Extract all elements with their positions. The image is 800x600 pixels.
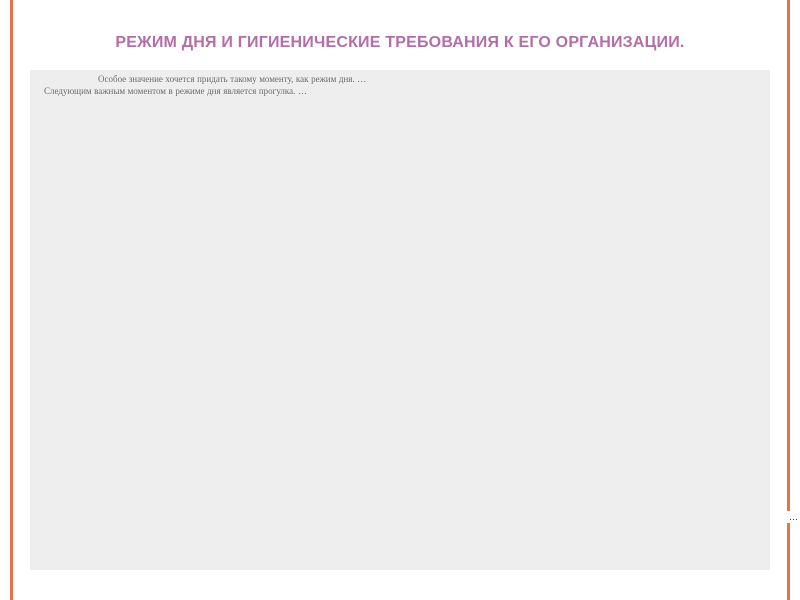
paragraph-1: Особое значение хочется придать такому моменту, как режим дня. … (98, 74, 367, 84)
paragraph-2: Следующим важным моментом в режиме дня является прогулка. … (44, 86, 307, 96)
right-border-line (787, 0, 790, 600)
text-panel (30, 70, 770, 570)
left-border-line (10, 0, 13, 600)
highlighted-fragment: … (789, 512, 798, 522)
slide-title: РЕЖИМ ДНЯ И ГИГИЕНИЧЕСКИЕ ТРЕБОВАНИЯ К ЕГО ОРГАНИЗАЦИИ. (115, 34, 685, 51)
